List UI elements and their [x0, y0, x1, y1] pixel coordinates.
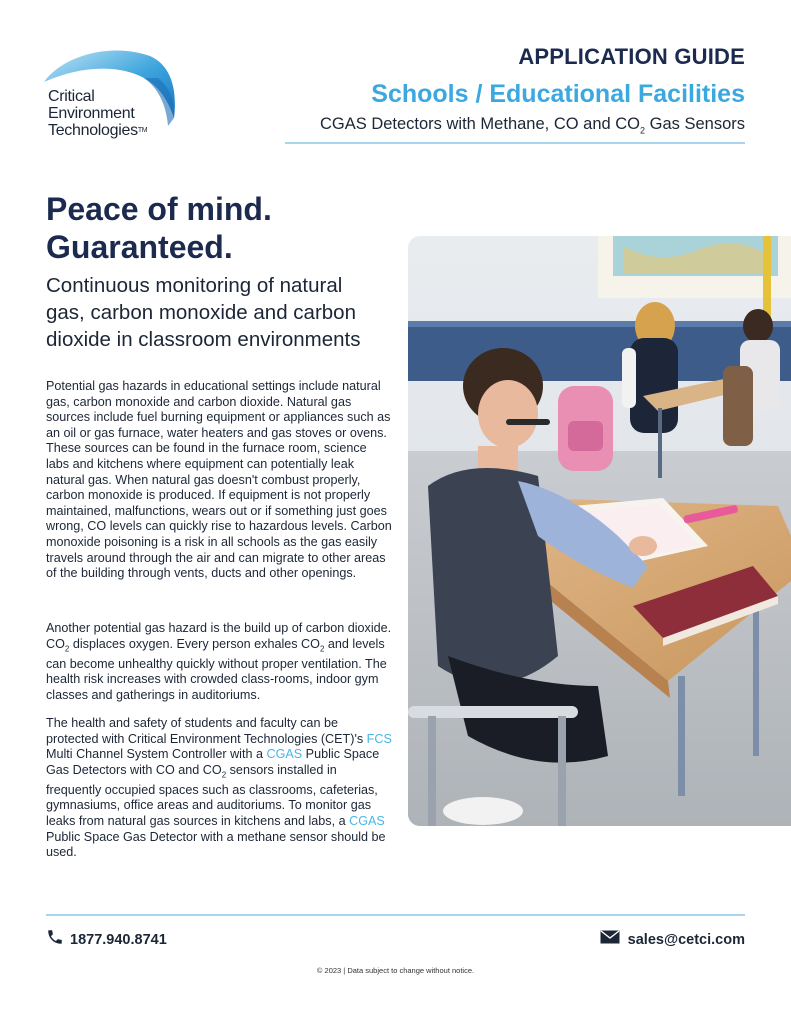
- body-paragraph-2: [46, 621, 392, 703]
- p3-sub: 2: [221, 770, 227, 780]
- guide-title: Schools / Educational Facilities: [371, 80, 745, 108]
- header-divider: [285, 142, 745, 144]
- phone-number[interactable]: 1877.940.8741: [70, 931, 167, 948]
- cgas-link-2[interactable]: CGAS: [349, 814, 385, 829]
- email-contact[interactable]: [600, 930, 745, 949]
- p3-text-a: The health and safety of students and faculty can be protected with Critical Environment Technologies (CET)'s: [46, 716, 367, 746]
- p3-text-b: Multi Channel System Controller with a: [46, 747, 267, 762]
- guide-subtitle-post: Gas Sensors: [645, 115, 745, 133]
- p3-text-c: Public Space Gas Detectors with CO and CO: [46, 747, 380, 777]
- p3-text-d: sensors installed in frequently occupied spaces such as classrooms, cafeterias, gymnasiums, office areas and auditoriums. To monitor gas leaks from natural gas sources in kitchens and labs, a: [46, 762, 378, 829]
- company-logo: [40, 48, 180, 144]
- logo-line-1: Critical: [48, 88, 95, 105]
- guide-subtitle: [320, 115, 745, 135]
- guide-subtitle-sub: 2: [640, 125, 646, 136]
- classroom-photo: [408, 236, 791, 826]
- phone-icon: [46, 928, 64, 951]
- guide-subtitle-pre: CGAS Detectors with Methane, CO and CO: [319, 115, 641, 133]
- copyright-notice: © 2023 | Data subject to change without notice.: [316, 966, 475, 975]
- p2-sub-1: 2: [64, 644, 70, 654]
- p2-text-c: and levels can become unhealthy quickly without proper ventilation. The health risk increases with crowded class-rooms, indoor gym classes and gatherings in auditoriums.: [46, 636, 387, 702]
- p2-text-b: displaces oxygen. Every person exhales CO: [69, 636, 320, 651]
- p2-sub-2: 2: [319, 644, 325, 654]
- classroom-illustration: [408, 236, 791, 826]
- application-guide-label: APPLICATION GUIDE: [518, 44, 745, 69]
- envelope-icon: [600, 930, 620, 949]
- phone-contact[interactable]: [46, 928, 167, 951]
- headline-line-1: Peace of mind.: [46, 191, 272, 227]
- p2-text-a: Another potential gas hazard is the build up of carbon dioxide. CO: [46, 621, 392, 651]
- body-paragraph-1: Potential gas hazards in educational settings include natural gas, carbon monoxide and carbon dioxide. Natural gas sources include fuel burning equipment or appliances such as an oil or gas furnace, water heaters and gas stoves or ovens. These sources can be found in the furnace room, science labs and kitchens where equipment can potentially leak natural gas. When natural gas doesn't combust properly, carbon monoxide is produced. If equipment is not properly maintained, malfunctions, wears out or if something just goes wrong, CO levels can quickly rise to hazardous levels. Carbon monoxide poisoning is a risk in all schools as the gas easily travels around through the air and can migrate to other areas of the building through vents, ducts and other openings.: [46, 379, 392, 581]
- headline-line-2: Guaranteed.: [46, 229, 233, 265]
- headline: [46, 190, 376, 266]
- p3-text-e: Public Space Gas Detector with a methane sensor should be used.: [46, 829, 386, 860]
- cgas-link-1[interactable]: CGAS: [266, 747, 303, 762]
- body-paragraph-3: [46, 716, 392, 861]
- subheadline: Continuous monitoring of natural gas, carbon monoxide and carbon dioxide in classroom environments: [46, 274, 361, 351]
- logo-tm: TM: [137, 127, 148, 134]
- logo-line-3: [48, 122, 147, 139]
- email-address[interactable]: sales@cetci.com: [627, 931, 745, 948]
- fcs-link[interactable]: FCS: [366, 731, 392, 746]
- footer-divider: [46, 914, 745, 916]
- logo-line-2: Environment: [48, 105, 135, 122]
- logo-line-3-text: Technologies: [48, 122, 138, 139]
